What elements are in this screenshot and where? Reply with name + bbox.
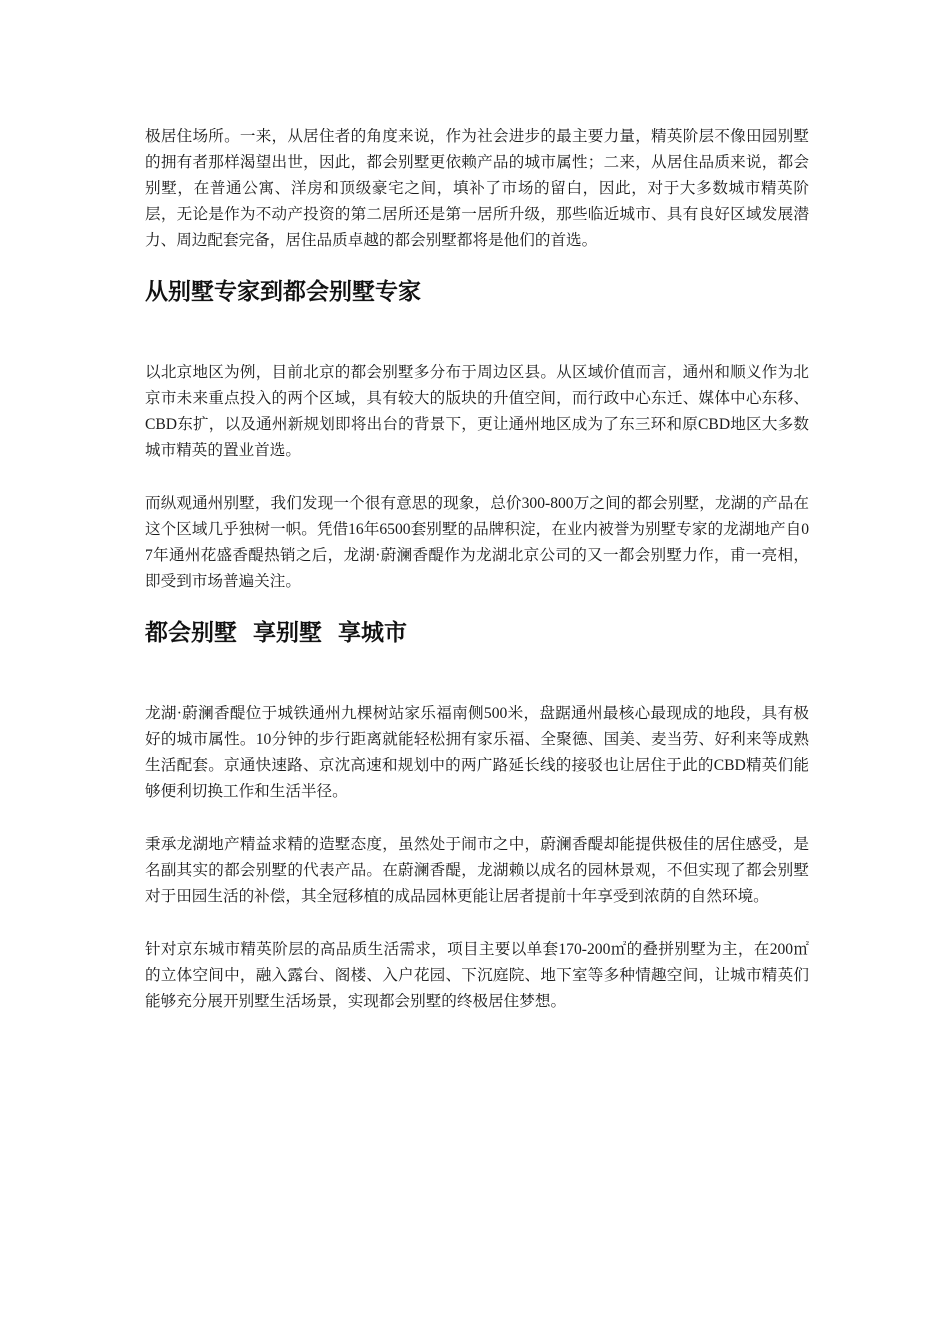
spacer (145, 805, 809, 832)
spacer (145, 308, 809, 360)
paragraph-landscape: 秉承龙湖地产精益求精的造墅态度，虽然处于闹市之中，蔚澜香醍却能提供极佳的居住感受，是名副其实的都会别墅的代表产品。在蔚澜香醍，龙湖赖以成名的园林景观，不但实现了都会别墅对于田园生活的补偿，其全冠移植的成品园林更能让居者提前十年享受到浓荫的自然环境。 (145, 836, 809, 905)
paragraph-tongzhou-villas: 而纵观通州别墅，我们发现一个很有意思的现象，总价300-800万之间的都会别墅，龙湖的产品在这个区域几乎独树一帜。凭借16年6500套别墅的品牌积淀，在业内被誉为别墅专家的龙湖地产自07年通州花盛香醍热销之后，龙湖·蔚澜香醍作为龙湖北京公司的又一都会别墅力作，甫一亮相，即受到市场普遍关注。 (145, 495, 809, 590)
spacer (145, 910, 809, 937)
section-heading-urban-villa: 都会别墅 享别墅 享城市 (145, 620, 408, 646)
paragraph-beijing-region: 以北京地区为例，目前北京的都会别墅多分布于周边区县。从区域价值而言，通州和顺义作为北京市未来重点投入的两个区域，具有较大的版块的升值空间，而行政中心东迁、媒体中心东移、CBD东扩，以及通州新规划即将出台的背景下，更让通州地区成为了东三环和原CBD地区大多数城市精英的置业首选。 (145, 364, 809, 459)
spacer (145, 254, 809, 276)
spacer (145, 649, 809, 701)
spacer (145, 464, 809, 491)
document-page (145, 124, 809, 1015)
paragraph-urban-villa-intro: 极居住场所。一来，从居住者的角度来说，作为社会进步的最主要力量，精英阶层不像田园别墅的拥有者那样渴望出世，因此，都会别墅更依赖产品的城市属性；二来，从居住品质来说，都会别墅，在普通公寓、洋房和顶级豪宅之间，填补了市场的留白，因此，对于大多数城市精英阶层，无论是作为不动产投资的第二居所还是第一居所升级，那些临近城市、具有良好区域发展潜力、周边配套完备，居住品质卓越的都会别墅都将是他们的首选。 (145, 128, 809, 249)
section-heading-villa-expert: 从别墅专家到都会别墅专家 (145, 279, 421, 305)
paragraph-product-spec: 针对京东城市精英阶层的高品质生活需求，项目主要以单套170-200㎡的叠拼别墅为主，在200㎡的立体空间中，融入露台、阁楼、入户花园、下沉庭院、地下室等多种情趣空间，让城市精英们能够充分展开别墅生活场景，实现都会别墅的终极居住梦想。 (145, 941, 809, 1010)
spacer (145, 595, 809, 617)
paragraph-location: 龙湖·蔚澜香醍位于城铁通州九棵树站家乐福南侧500米，盘踞通州最核心最现成的地段，具有极好的城市属性。10分钟的步行距离就能轻松拥有家乐福、全聚德、国美、麦当劳、好利来等成熟生活配套。京通快速路、京沈高速和规划中的两广路延长线的接驳也让居住于此的CBD精英们能够便利切换工作和生活半径。 (145, 705, 809, 800)
